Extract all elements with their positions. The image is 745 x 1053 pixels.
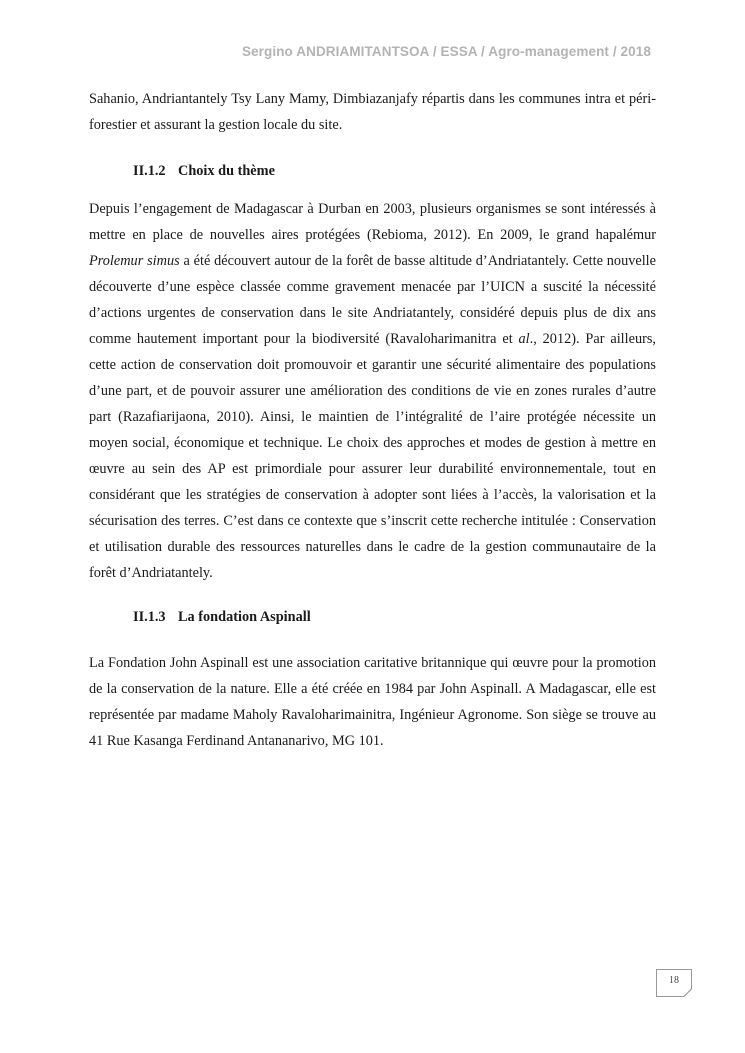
text-run: ., 2012). Par ailleurs, cette action de conservation doit promouvoir et garantir une sécurité alimentaire des populations d’une part, et de pouvoir assurer une amélioration des conditions de vie en zones rurales d’autre part (Razafiarijaona, 2010). Ainsi, le maintien de l’intégralité de l’aire protégée nécessite un moyen social, économique et technique. Le choix des approches et modes de gestion à mettre en œuvre au sein des AP est primordiale pour assurer leur durabilité environnementale, tout en considérant que les stratégies de conservation à adopter sont liées à l’accès, la valorisation et la sécurisation des terres. C’est dans ce contexte que s’inscrit cette recherche intitulée : Conservation et utilisation durable des ressources naturelles dans le cadre de la gestion communautaire de la forêt d’Andriatantely. (89, 331, 657, 581)
text-run: a été découvert autour de la forêt de basse altitude d’Andriatantely. Cette nouvelle découverte d’une espèce classée comme gravement menacée par l’UICN a suscité la nécessité d’actions urgentes de conservation dans le site Andriatantely, considéré depuis plus de dix ans comme hautement important pour la biodiversité (Ravaloharimanitra et (89, 253, 656, 347)
fondation-aspinall-paragraph: La Fondation John Aspinall est une association caritative britannique qui œuvre pour la promotion de la conservation de la nature. Elle a été créée en 1984 par John Aspinall. A Madagascar, elle est représentée par madame Maholy Ravaloharimainitra, Ingénieur Agronome. Son siège se trouve au 41 Rue Kasanga Ferdinand Antananarivo, MG 101. (89, 655, 656, 749)
page-body (89, 86, 656, 754)
text-run: Depuis l’engagement de Madagascar à Durban en 2003, plusieurs organismes se sont intéressés à mettre en place de nouvelles aires protégées (Rebioma, 2012). En 2009, le grand hapalémur (89, 201, 656, 243)
page-number-box (656, 969, 692, 997)
section-number: II.1.3 (133, 609, 166, 625)
section-title: Choix du thème (178, 163, 275, 179)
citation-al: al (518, 331, 530, 347)
species-name: Prolemur simus (89, 253, 180, 269)
page-number: 18 (669, 975, 679, 986)
folded-corner-icon (683, 988, 692, 997)
section-heading-choix-du-theme (89, 158, 656, 184)
choix-du-theme-paragraph (89, 196, 656, 586)
section-heading-fondation-aspinall (89, 604, 656, 630)
intro-paragraph: Sahanio, Andriantantely Tsy Lany Mamy, Dimbiazanjafy répartis dans les communes intra et péri-forestier et assurant la gestion locale du site. (89, 91, 656, 133)
running-header: Sergino ANDRIAMITANTSOA / ESSA / Agro-management / 2018 (241, 44, 651, 59)
section-title: La fondation Aspinall (178, 609, 311, 625)
section-number: II.1.2 (133, 163, 166, 179)
